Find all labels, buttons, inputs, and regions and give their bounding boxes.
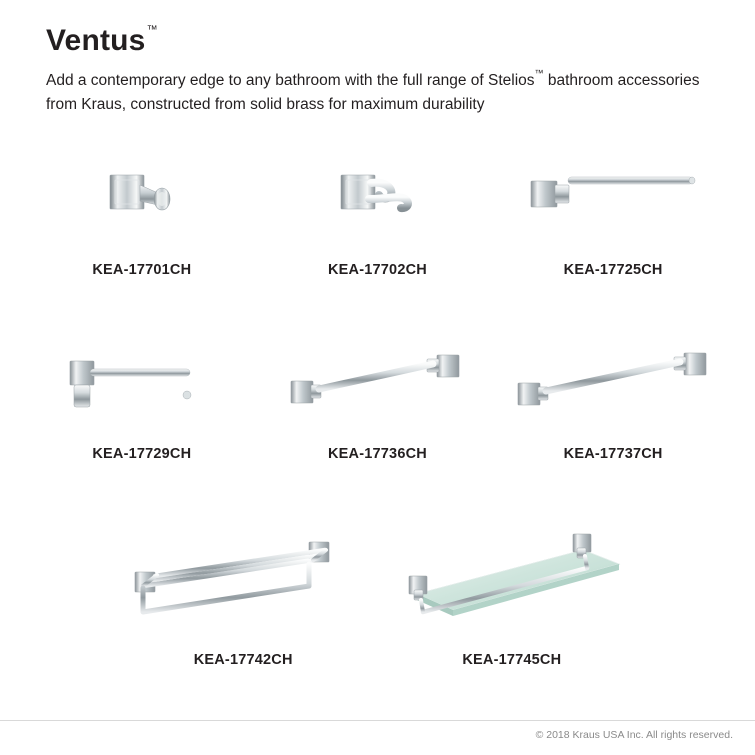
towel-bar-short-icon [260, 338, 496, 434]
page-description [46, 69, 706, 116]
product-grid [0, 152, 755, 668]
product-sku: KEA-17729CH [92, 446, 192, 463]
product-item[interactable] [109, 520, 378, 668]
header [0, 0, 755, 116]
product-item[interactable] [260, 152, 496, 278]
copyright-text: © 2018 Kraus USA Inc. All rights reserved. [535, 729, 733, 741]
product-item[interactable] [378, 520, 647, 668]
description-part-2: bathroom accessories from Kraus, constructed from solid brass for maximum durability [46, 72, 700, 113]
product-sku: KEA-17701CH [92, 262, 192, 279]
page-title [46, 26, 157, 56]
product-sku: KEA-17725CH [563, 262, 663, 279]
page-title-text: Ventus [46, 24, 146, 57]
product-item[interactable] [495, 338, 731, 462]
description-part-1: Add a contemporary edge to any bathroom with the full range of Stelios [46, 72, 535, 89]
product-sku: KEA-17745CH [462, 652, 562, 669]
description-trademark-symbol: ™ [534, 67, 544, 78]
robe-hook-double-icon [260, 152, 496, 248]
product-item[interactable] [260, 338, 496, 462]
glass-shelf-icon [378, 520, 647, 640]
footer-divider [0, 720, 755, 721]
product-sku: KEA-17737CH [563, 446, 663, 463]
towel-bar-single-post-icon [495, 152, 731, 248]
product-sku: KEA-17736CH [328, 446, 427, 463]
product-row [24, 152, 731, 278]
product-item[interactable] [24, 338, 260, 462]
product-row [24, 520, 731, 668]
trademark-symbol: ™ [146, 24, 158, 36]
product-item[interactable] [495, 152, 731, 278]
towel-rack-shelf-icon [109, 520, 378, 640]
towel-bar-long-icon [495, 338, 731, 434]
towel-ring-open-icon [24, 338, 260, 434]
product-sku: KEA-17702CH [328, 262, 427, 279]
robe-hook-single-icon [24, 152, 260, 248]
product-row [24, 338, 731, 462]
product-item[interactable] [24, 152, 260, 278]
product-sku: KEA-17742CH [193, 652, 293, 669]
